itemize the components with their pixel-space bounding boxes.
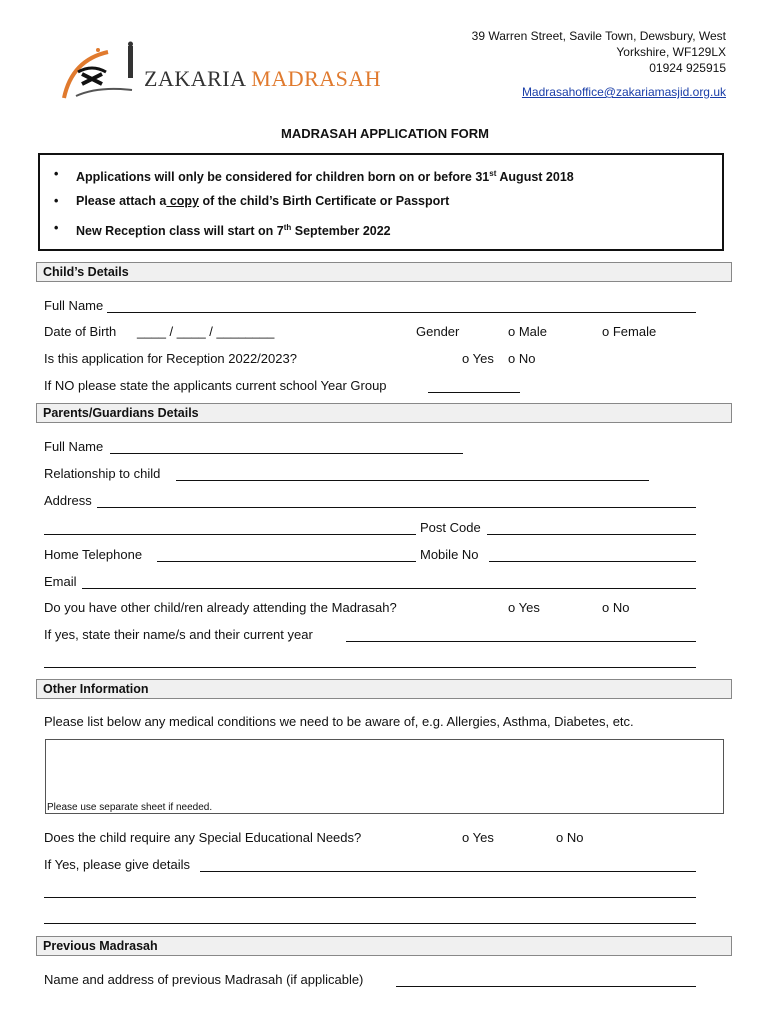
year-group-field[interactable]	[428, 392, 520, 393]
relationship-label: Relationship to child	[44, 466, 161, 481]
previous-madrasah-label: Name and address of previous Madrasah (if applicable)	[44, 972, 364, 987]
sen-details-label: If Yes, please give details	[44, 857, 190, 872]
home-telephone-field[interactable]	[157, 561, 416, 562]
siblings-yes-option[interactable]: o Yes	[508, 600, 540, 615]
siblings-no-option[interactable]: o No	[602, 600, 630, 615]
notice-box	[38, 153, 724, 251]
previous-madrasah-heading: Previous Madrasah	[36, 936, 732, 956]
parent-full-name-field[interactable]	[110, 453, 463, 454]
other-information-heading: Other Information	[36, 679, 732, 699]
gender-female-option[interactable]: o Female	[602, 324, 657, 339]
address-label: Address	[44, 493, 92, 508]
logo	[58, 38, 388, 104]
child-full-name-field[interactable]	[107, 312, 696, 313]
siblings-question: Do you have other child/ren already attending the Madrasah?	[44, 600, 397, 615]
phone-number: 01924 925915	[649, 61, 726, 75]
email-label: Email	[44, 574, 77, 589]
reception-yes-option[interactable]: o Yes	[462, 351, 494, 366]
reception-no-option[interactable]: o No	[508, 351, 536, 366]
address-line-2: Yorkshire, WF129LX	[616, 45, 726, 59]
email-link[interactable]: Madrasahoffice@zakariamasjid.org.uk	[521, 85, 726, 99]
sen-details-field[interactable]	[200, 871, 696, 872]
sen-details-field-line2[interactable]	[44, 897, 696, 898]
sen-no-option[interactable]: o No	[556, 830, 584, 845]
madrasah-logo-icon	[58, 38, 138, 104]
address-field-line2[interactable]	[44, 534, 416, 535]
sen-question: Does the child require any Special Educational Needs?	[44, 830, 362, 845]
notice-item: • New Reception class will start on 7th September 2022	[54, 221, 391, 239]
dob-label: Date of Birth	[44, 324, 117, 339]
gender-male-option[interactable]: o Male	[508, 324, 548, 339]
child-details-heading: Child’s Details	[36, 262, 732, 282]
brand-name-part2: MADRASAH	[251, 66, 382, 91]
medical-conditions-box[interactable]	[45, 739, 724, 814]
reception-question: Is this application for Reception 2022/2023?	[44, 351, 297, 366]
sen-yes-option[interactable]: o Yes	[462, 830, 494, 845]
mobile-label: Mobile No	[420, 547, 479, 562]
sen-details-field-line3[interactable]	[44, 923, 696, 924]
medical-hint: Please use separate sheet if needed.	[47, 802, 213, 813]
mobile-field[interactable]	[489, 561, 696, 562]
brand-name-part1: ZAKARIA	[144, 66, 246, 91]
siblings-names-field[interactable]	[346, 641, 696, 642]
form-title: MADRASAH APPLICATION FORM	[281, 126, 489, 141]
dob-field[interactable]: ____ / ____ / ________	[137, 324, 275, 339]
child-full-name-label: Full Name	[44, 298, 104, 313]
notice-item: • Applications will only be considered for children born on or before 31st August 2018	[54, 167, 574, 185]
siblings-names-field-line2[interactable]	[44, 667, 696, 668]
medical-question: Please list below any medical conditions we need to be aware of, e.g. Allergies, Asthma, Diabetes, etc.	[44, 714, 634, 729]
parent-full-name-label: Full Name	[44, 439, 104, 454]
post-code-label: Post Code	[420, 520, 481, 535]
previous-madrasah-field[interactable]	[396, 986, 696, 987]
email-field[interactable]	[82, 588, 696, 589]
parents-details-heading: Parents/Guardians Details	[36, 403, 732, 423]
siblings-names-label: If yes, state their name/s and their current year	[44, 627, 313, 642]
home-telephone-label: Home Telephone	[44, 547, 143, 562]
post-code-field[interactable]	[487, 534, 696, 535]
relationship-field[interactable]	[176, 480, 649, 481]
gender-label: Gender	[416, 324, 460, 339]
year-group-label: If NO please state the applicants current school Year Group	[44, 378, 387, 393]
address-field-line1[interactable]	[97, 507, 696, 508]
address-line-1: 39 Warren Street, Savile Town, Dewsbury, West	[471, 29, 726, 43]
notice-item: • Please attach a copy of the child’s Birth Certificate or Passport	[54, 194, 450, 208]
contact-address	[472, 28, 726, 76]
